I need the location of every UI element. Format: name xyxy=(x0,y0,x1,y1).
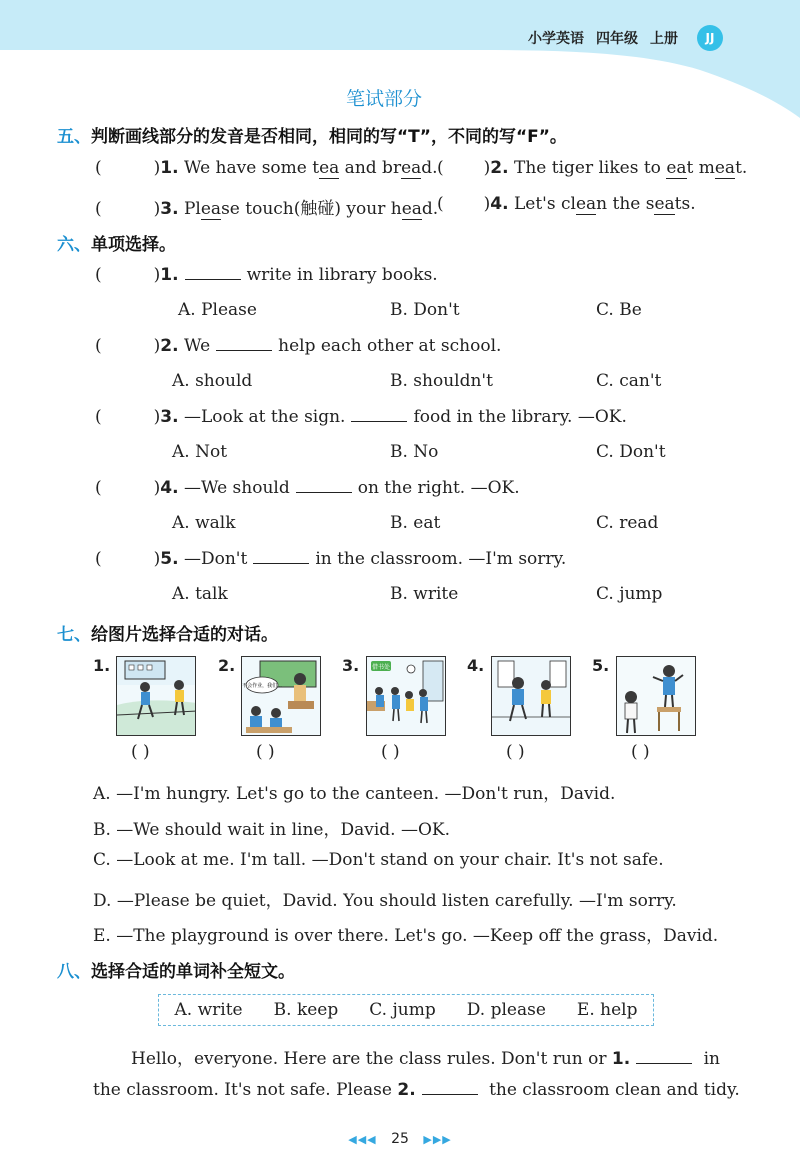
section6-text: 单项选择。 xyxy=(91,235,176,255)
picture-number: 2. xyxy=(218,656,236,675)
answer-paren[interactable]: ( ) xyxy=(95,265,161,285)
answer-paren[interactable]: ( ) xyxy=(95,199,161,219)
answer-paren[interactable]: ( ) xyxy=(631,742,650,762)
section8-title xyxy=(57,957,295,982)
dialog-option-d: D. —Please be quiet，David. You should listen carefully. —I'm sorry. xyxy=(93,891,677,911)
jj-badge: JJ xyxy=(697,25,723,51)
page-number: 25 xyxy=(391,1131,409,1147)
answer-blank[interactable] xyxy=(351,420,407,422)
header-volume: 上册 xyxy=(650,31,678,47)
option-b[interactable]: B. shouldn't xyxy=(390,371,493,391)
s6-question-5: ( )5. —Don't in the classroom. —I'm sorry. xyxy=(95,549,567,569)
left-arrows-icon: ◀◀◀ xyxy=(348,1133,377,1146)
option-a[interactable]: A. should xyxy=(172,371,253,391)
option-a[interactable]: A. walk xyxy=(172,513,236,533)
s5-item-4: ( )4. Let's clean the seats. xyxy=(437,194,696,214)
option-c[interactable]: C. Be xyxy=(596,300,642,320)
right-arrows-icon: ▶▶▶ xyxy=(423,1133,452,1146)
s6-question-2: ( )2. We help each other at school. xyxy=(95,336,502,356)
word-option: C. jump xyxy=(369,1000,436,1020)
word-option: A. write xyxy=(174,1000,243,1020)
section6-title xyxy=(57,230,176,255)
option-c[interactable]: C. jump xyxy=(596,584,663,604)
option-b[interactable]: B. No xyxy=(390,442,439,462)
section6-num: 六、 xyxy=(57,235,91,255)
answer-paren[interactable]: ( ) xyxy=(131,742,150,762)
answer-paren[interactable]: ( ) xyxy=(506,742,525,762)
picture-standing-on-chair xyxy=(616,656,696,736)
answer-blank[interactable] xyxy=(253,562,309,564)
dialog-option-b: B. —We should wait in line，David. —OK. xyxy=(93,820,450,840)
dialog-option-c: C. —Look at me. I'm tall. —Don't stand on your chair. It's not safe. xyxy=(93,850,664,870)
header-grade: 四年级 xyxy=(596,31,638,47)
word-option: D. please xyxy=(466,1000,546,1020)
option-c[interactable]: C. can't xyxy=(596,371,662,391)
section7-text: 给图片选择合适的对话。 xyxy=(91,625,278,645)
picture-hallway-running xyxy=(491,656,571,736)
answer-blank[interactable] xyxy=(185,278,241,280)
option-c[interactable]: C. Don't xyxy=(596,442,666,462)
option-c[interactable]: C. read xyxy=(596,513,659,533)
option-b[interactable]: B. eat xyxy=(390,513,441,533)
header-info xyxy=(528,28,678,48)
section8-num: 八、 xyxy=(57,962,91,982)
section5-num: 五、 xyxy=(57,127,91,147)
s6-question-3: ( )3. —Look at the sign. food in the library. —OK. xyxy=(95,407,627,427)
header-subject: 小学英语 xyxy=(528,31,584,47)
option-b[interactable]: B. Don't xyxy=(390,300,460,320)
word-bank xyxy=(158,994,654,1026)
picture-classroom-talking xyxy=(241,656,321,736)
answer-paren[interactable]: ( ) xyxy=(95,336,161,356)
answer-blank[interactable] xyxy=(422,1093,478,1095)
answer-blank[interactable] xyxy=(296,491,352,493)
option-a[interactable]: A. Please xyxy=(178,300,257,320)
option-a[interactable]: A. Not xyxy=(172,442,228,462)
library-sign-text: 借书处 xyxy=(371,664,391,671)
picture-playground xyxy=(116,656,196,736)
section-heading: 笔试部分 xyxy=(346,88,423,110)
answer-paren[interactable]: ( ) xyxy=(437,194,491,214)
speech-bubble-text: 不会作业，我们... xyxy=(242,683,282,689)
picture-number: 3. xyxy=(342,656,360,675)
section7-num: 七、 xyxy=(57,625,91,645)
section5-title xyxy=(57,122,567,147)
word-option: B. keep xyxy=(273,1000,339,1020)
answer-paren[interactable]: ( ) xyxy=(95,478,161,498)
section8-text: 选择合适的单词补全短文。 xyxy=(91,962,295,982)
word-option: E. help xyxy=(576,1000,638,1020)
answer-blank[interactable] xyxy=(216,349,272,351)
picture-number: 4. xyxy=(467,656,485,675)
s6-question-4: ( )4. —We should on the right. —OK. xyxy=(95,478,520,498)
answer-paren[interactable]: ( ) xyxy=(437,158,491,178)
passage-line-1: Hello，everyone. Here are the class rules. Don't run or 1. in xyxy=(131,1049,721,1069)
picture-number: 5. xyxy=(592,656,610,675)
s5-item-1: ( )1. We have some tea and bread. xyxy=(95,158,438,178)
picture-library-line xyxy=(366,656,446,736)
passage-line-2: the classroom. It's not safe. Please 2. the classroom clean and tidy. xyxy=(93,1080,740,1100)
option-b[interactable]: B. write xyxy=(390,584,459,604)
section5-text: 判断画线部分的发音是否相同，相同的写“T”，不同的写“F”。 xyxy=(91,127,567,147)
dialog-option-e: E. —The playground is over there. Let's go. —Keep off the grass，David. xyxy=(93,926,719,946)
answer-paren[interactable]: ( ) xyxy=(256,742,275,762)
s5-item-3: ( )3. Please touch(触碰) your head. xyxy=(95,199,439,219)
answer-paren[interactable]: ( ) xyxy=(381,742,400,762)
answer-paren[interactable]: ( ) xyxy=(95,549,161,569)
s5-item-2: ( )2. The tiger likes to eat meat. xyxy=(437,158,748,178)
section7-title xyxy=(57,620,278,645)
page-footer xyxy=(0,1131,800,1147)
dialog-option-a: A. —I'm hungry. Let's go to the canteen. —Don't run，David. xyxy=(93,784,616,804)
answer-blank[interactable] xyxy=(636,1062,692,1064)
s6-question-1: ( )1. write in library books. xyxy=(95,265,438,285)
answer-paren[interactable]: ( ) xyxy=(95,158,161,178)
answer-paren[interactable]: ( ) xyxy=(95,407,161,427)
option-a[interactable]: A. talk xyxy=(172,584,228,604)
picture-number: 1. xyxy=(93,656,111,675)
